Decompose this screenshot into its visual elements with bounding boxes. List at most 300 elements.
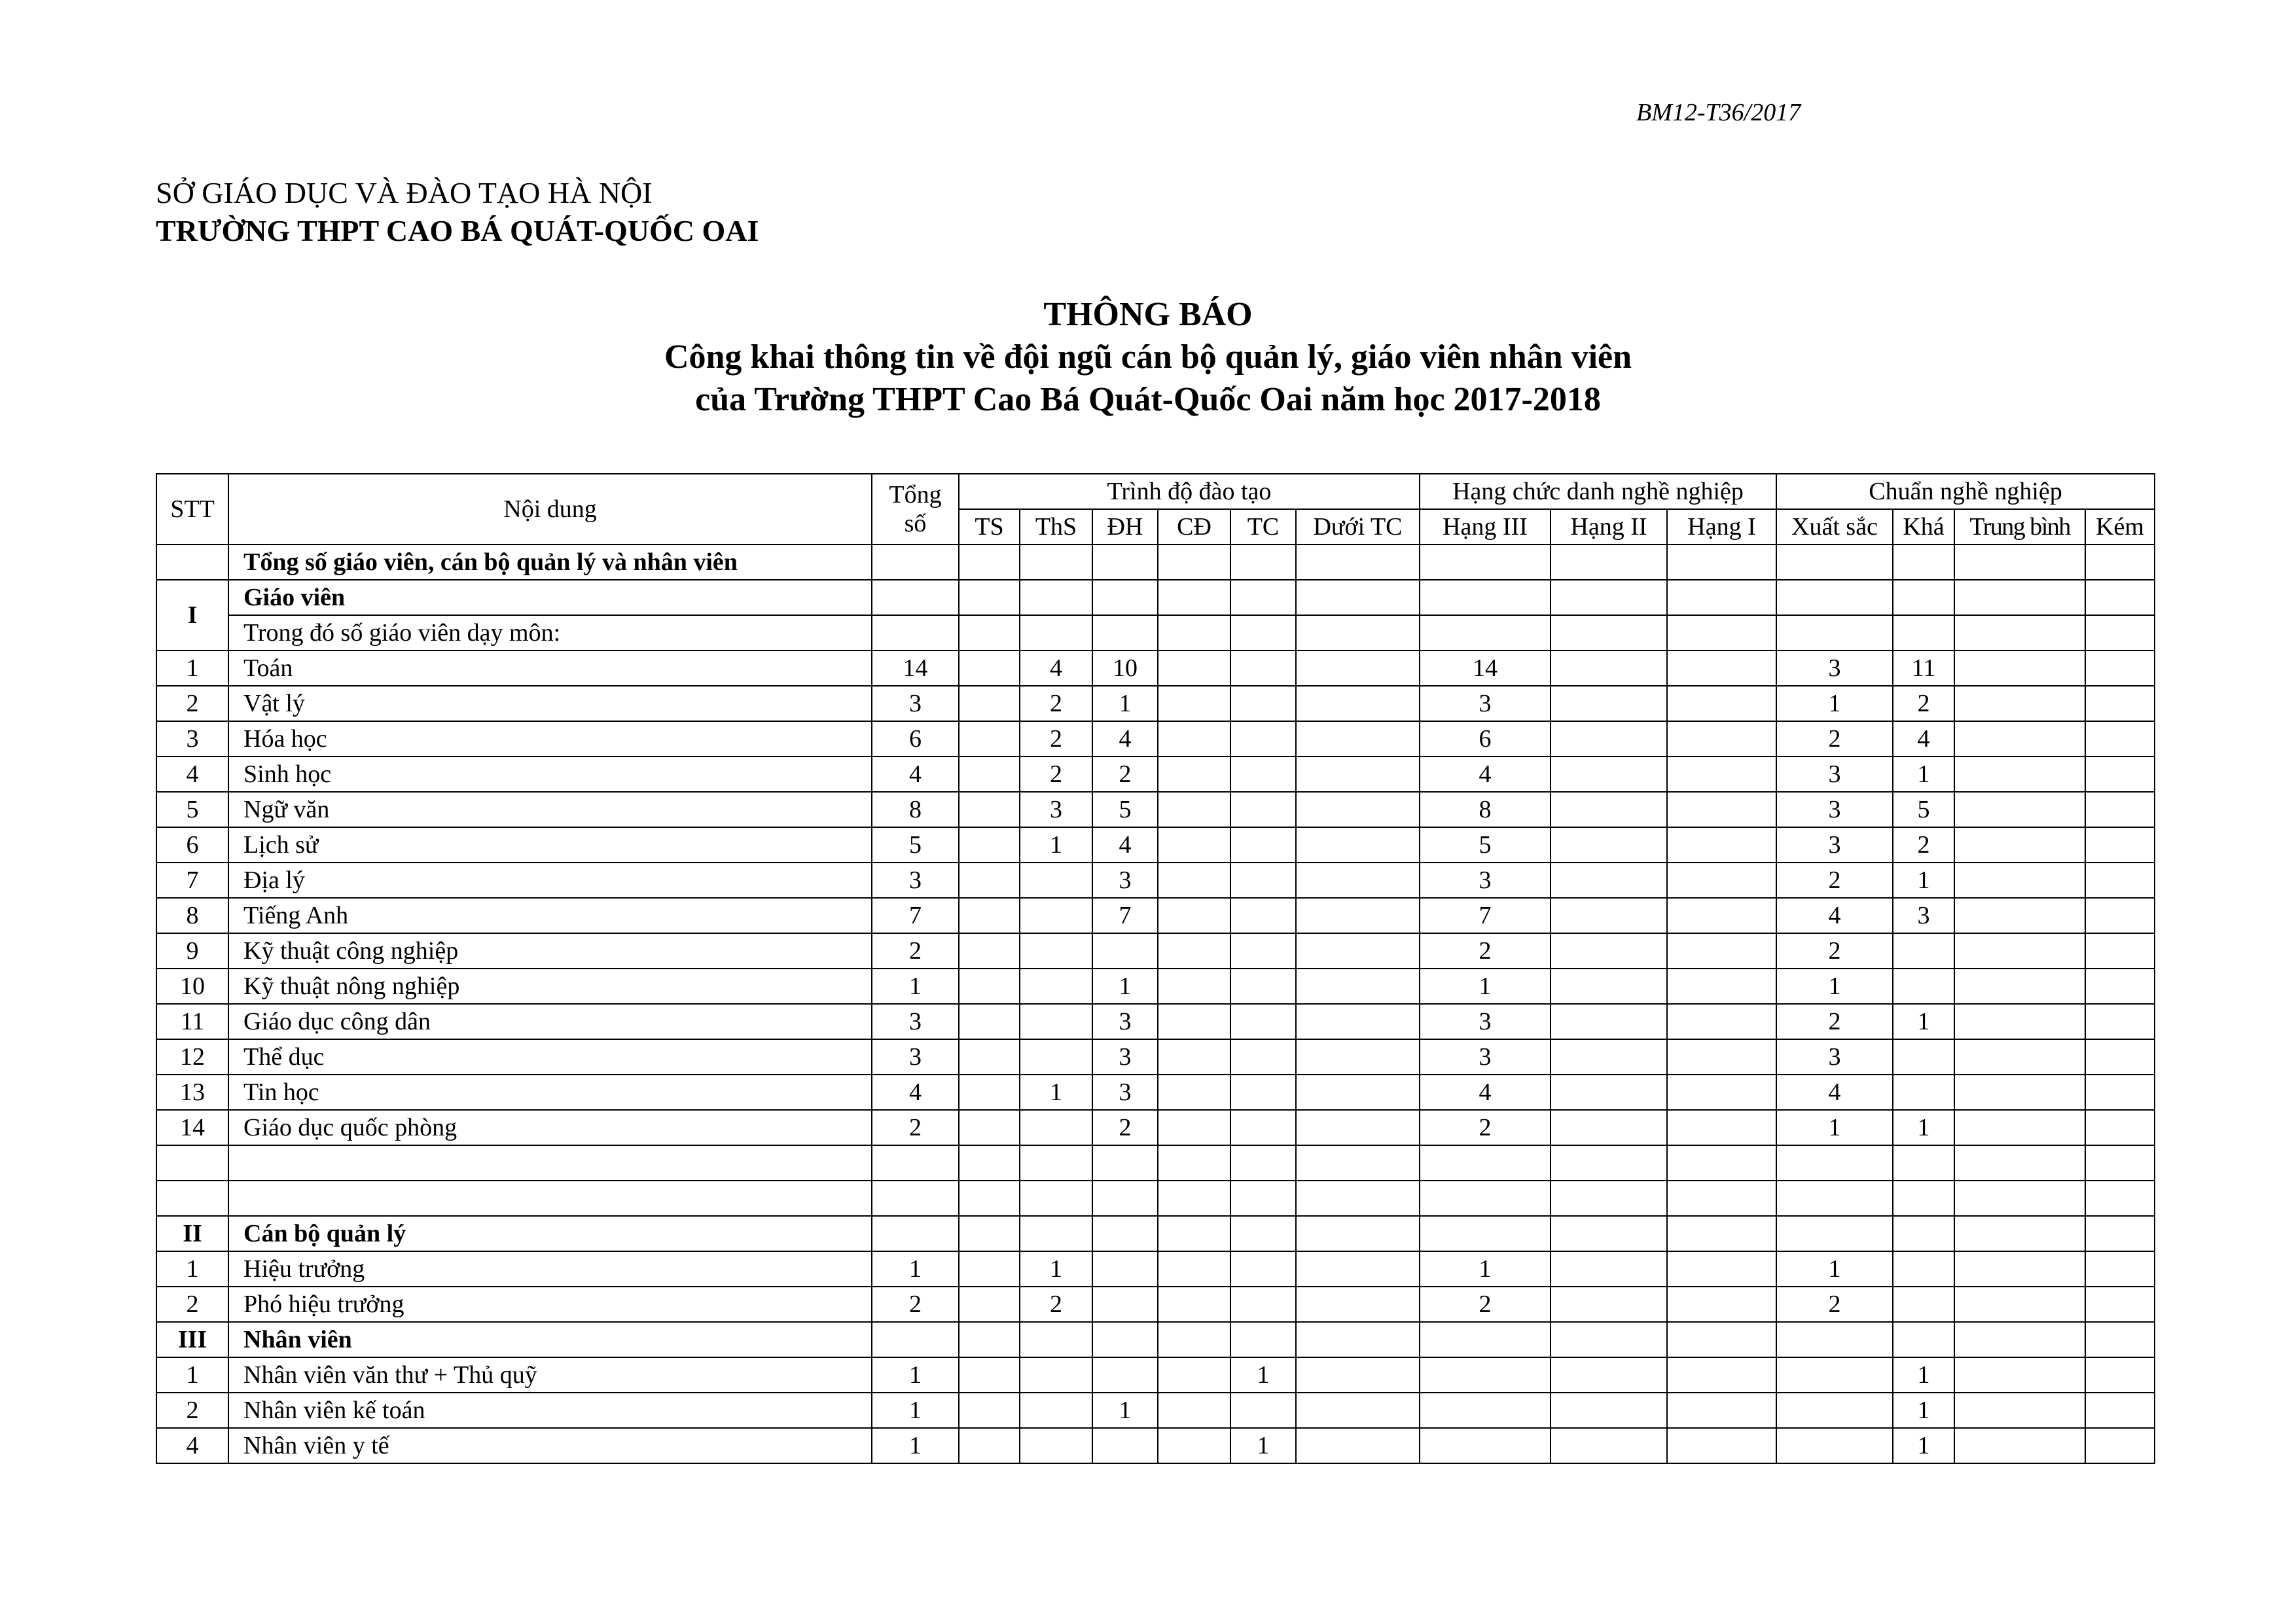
row-value <box>1020 898 1092 933</box>
row-value: 3 <box>1092 863 1158 898</box>
row-value <box>1158 1145 1230 1181</box>
row-label: Hóa học <box>228 721 872 757</box>
empty-cell <box>959 1322 1020 1357</box>
empty-cell <box>1893 1322 1954 1357</box>
empty-cell <box>1230 580 1296 615</box>
header-training-group: Trình độ đào tạo <box>959 474 1420 509</box>
row-number <box>156 1145 228 1181</box>
header-training-3: CĐ <box>1158 509 1230 544</box>
header-standard-1: Khá <box>1893 509 1954 544</box>
row-value <box>1230 969 1296 1004</box>
empty-cell <box>1296 580 1420 615</box>
total-row <box>156 544 2155 580</box>
row-value <box>1020 1039 1092 1075</box>
empty-cell <box>1667 544 1776 580</box>
header-standard-0: Xuất sắc <box>1776 509 1893 544</box>
row-value <box>1158 1287 1230 1322</box>
row-value <box>2085 1357 2155 1393</box>
row-value: 4 <box>1420 757 1551 792</box>
empty-cell <box>1296 1322 1420 1357</box>
table-row <box>156 757 2155 792</box>
row-number: 7 <box>156 863 228 898</box>
row-number: 3 <box>156 721 228 757</box>
table-row <box>156 898 2155 933</box>
row-value <box>1954 1393 2085 1428</box>
row-value <box>2085 792 2155 827</box>
header-training-4: TC <box>1230 509 1296 544</box>
row-value <box>1230 933 1296 969</box>
header-training-0: TS <box>959 509 1020 544</box>
row-value <box>1551 651 1667 686</box>
row-value: 1 <box>1893 1110 1954 1145</box>
empty-cell <box>1092 615 1158 651</box>
row-value <box>1296 1393 1420 1428</box>
row-value <box>959 1181 1020 1216</box>
row-value <box>959 1075 1020 1110</box>
row-value <box>1296 721 1420 757</box>
row-value <box>1230 757 1296 792</box>
row-value: 2 <box>1420 1287 1551 1322</box>
school-name: TRƯỜNG THPT CAO BÁ QUÁT-QUỐC OAI <box>156 214 759 247</box>
empty-cell <box>1893 1216 1954 1251</box>
empty-cell <box>1020 544 1092 580</box>
row-value <box>1296 863 1420 898</box>
row-number: 8 <box>156 898 228 933</box>
row-value <box>959 1251 1020 1287</box>
row-value <box>1551 969 1667 1004</box>
row-value <box>1158 863 1230 898</box>
row-value <box>1667 721 1776 757</box>
row-value: 2 <box>1776 1004 1893 1039</box>
row-value <box>1158 1075 1230 1110</box>
row-value: 3 <box>1420 863 1551 898</box>
row-value <box>1420 1357 1551 1393</box>
header-rank-0: Hạng III <box>1420 509 1551 544</box>
row-value: 1 <box>872 1428 959 1463</box>
row-value <box>1551 863 1667 898</box>
row-value <box>1230 1251 1296 1287</box>
row-value: 1 <box>872 1251 959 1287</box>
table-row <box>156 1145 2155 1181</box>
row-value <box>1296 1039 1420 1075</box>
row-value: 14 <box>872 651 959 686</box>
row-value <box>1954 898 2085 933</box>
row-value <box>1158 1004 1230 1039</box>
row-value <box>1296 757 1420 792</box>
empty-cell <box>1551 1216 1667 1251</box>
row-value <box>1551 1145 1667 1181</box>
row-value <box>1551 1357 1667 1393</box>
row-value <box>1954 1251 2085 1287</box>
row-value <box>2085 1145 2155 1181</box>
table-row <box>156 651 2155 686</box>
row-value <box>1551 1039 1667 1075</box>
row-value: 1 <box>1020 1251 1092 1287</box>
row-value <box>1020 1004 1092 1039</box>
row-value <box>1092 1428 1158 1463</box>
row-value: 5 <box>1092 792 1158 827</box>
row-value <box>1092 933 1158 969</box>
row-value <box>1954 686 2085 721</box>
row-value <box>1667 792 1776 827</box>
row-value <box>1667 898 1776 933</box>
row-value <box>2085 1428 2155 1463</box>
empty-cell <box>2085 615 2155 651</box>
empty-cell <box>1893 580 1954 615</box>
row-value: 4 <box>1776 1075 1893 1110</box>
row-value: 4 <box>872 757 959 792</box>
row-value: 8 <box>1420 792 1551 827</box>
header-standard-2: Trung bình <box>1954 509 2085 544</box>
row-value <box>2085 686 2155 721</box>
empty-cell <box>872 1322 959 1357</box>
row-value <box>959 721 1020 757</box>
row-value <box>1893 1145 1954 1181</box>
row-label: Tin học <box>228 1075 872 1110</box>
row-number: 2 <box>156 686 228 721</box>
row-value: 3 <box>872 686 959 721</box>
row-value: 4 <box>1020 651 1092 686</box>
row-value: 4 <box>1893 721 1954 757</box>
row-value <box>2085 827 2155 863</box>
empty-cell <box>1230 615 1296 651</box>
empty-cell <box>959 1216 1020 1251</box>
row-value <box>959 1428 1020 1463</box>
row-value: 3 <box>872 1039 959 1075</box>
row-value: 3 <box>1420 686 1551 721</box>
row-value: 2 <box>872 933 959 969</box>
row-value <box>1954 721 2085 757</box>
row-value: 1 <box>1092 969 1158 1004</box>
row-value <box>1420 1428 1551 1463</box>
row-value <box>1230 827 1296 863</box>
row-value <box>1158 1181 1230 1216</box>
row-number <box>156 1181 228 1216</box>
title-line-2: của Trường THPT Cao Bá Quát-Quốc Oai năm học 2017-2018 <box>695 381 1601 418</box>
row-value <box>1296 1004 1420 1039</box>
row-number: 5 <box>156 792 228 827</box>
row-value <box>2085 721 2155 757</box>
row-value: 7 <box>872 898 959 933</box>
row-value <box>1296 1075 1420 1110</box>
row-value <box>1954 1004 2085 1039</box>
row-value <box>1092 1357 1158 1393</box>
row-value: 1 <box>1893 1428 1954 1463</box>
row-value <box>2085 1251 2155 1287</box>
row-value <box>1158 969 1230 1004</box>
row-value: 1 <box>1420 969 1551 1004</box>
table-row <box>156 1181 2155 1216</box>
row-value <box>1296 1145 1420 1181</box>
row-label: Kỹ thuật công nghiệp <box>228 933 872 969</box>
row-value <box>1776 1145 1893 1181</box>
empty-cell <box>1230 1322 1296 1357</box>
empty-cell <box>1420 1216 1551 1251</box>
row-label: Kỹ thuật nông nghiệp <box>228 969 872 1004</box>
row-value <box>1667 969 1776 1004</box>
empty-cell <box>1230 1216 1296 1251</box>
row-value <box>1893 1181 1954 1216</box>
empty-cell <box>1893 544 1954 580</box>
row-value <box>872 1181 959 1216</box>
row-value: 4 <box>1420 1075 1551 1110</box>
empty-cell <box>2085 1322 2155 1357</box>
empty-cell <box>1296 615 1420 651</box>
row-value <box>1667 1287 1776 1322</box>
empty-cell <box>1020 1322 1092 1357</box>
table-row <box>156 721 2155 757</box>
section3-title: Nhân viên <box>228 1322 872 1357</box>
row-value <box>1954 1428 2085 1463</box>
row-value: 14 <box>1420 651 1551 686</box>
row-value <box>1296 969 1420 1004</box>
section1-heading-row <box>156 580 2155 615</box>
row-value <box>959 863 1020 898</box>
title-line-1: Công khai thông tin về đội ngũ cán bộ quản lý, giáo viên nhân viên <box>664 338 1632 376</box>
empty-cell <box>2085 544 2155 580</box>
row-value <box>959 933 1020 969</box>
table-row <box>156 969 2155 1004</box>
header-rank-1: Hạng II <box>1551 509 1667 544</box>
row-value: 2 <box>1776 1287 1893 1322</box>
row-value <box>1667 1181 1776 1216</box>
empty-cell <box>1776 580 1893 615</box>
staff-table <box>156 473 2155 1464</box>
row-value <box>1954 1110 2085 1145</box>
empty-cell <box>1954 544 2085 580</box>
row-label <box>228 1181 872 1216</box>
row-value <box>1551 721 1667 757</box>
row-value <box>1551 1004 1667 1039</box>
row-value <box>1954 1181 2085 1216</box>
row-value <box>1667 1145 1776 1181</box>
row-value: 2 <box>1020 757 1092 792</box>
row-value <box>1954 1145 2085 1181</box>
table-row <box>156 1357 2155 1393</box>
row-value <box>1893 1287 1954 1322</box>
row-value <box>1230 1287 1296 1322</box>
row-value <box>2085 969 2155 1004</box>
header-standard-3: Kém <box>2085 509 2155 544</box>
row-number: 1 <box>156 651 228 686</box>
row-number: 9 <box>156 933 228 969</box>
row-value: 3 <box>1020 792 1092 827</box>
table-row <box>156 792 2155 827</box>
row-value <box>959 792 1020 827</box>
row-number: 2 <box>156 1393 228 1428</box>
row-value: 1 <box>1230 1428 1296 1463</box>
row-value: 3 <box>1092 1039 1158 1075</box>
table-row <box>156 686 2155 721</box>
row-label: Địa lý <box>228 863 872 898</box>
section3-heading-row <box>156 1322 2155 1357</box>
row-value: 7 <box>1092 898 1158 933</box>
row-value: 1 <box>872 1393 959 1428</box>
empty-cell <box>1158 1322 1230 1357</box>
empty-cell <box>1020 580 1092 615</box>
header-rank-2: Hạng I <box>1667 509 1776 544</box>
row-value <box>2085 1039 2155 1075</box>
row-value <box>1092 1287 1158 1322</box>
row-number: 14 <box>156 1110 228 1145</box>
row-value: 3 <box>1776 757 1893 792</box>
row-value <box>1092 1181 1158 1216</box>
row-value <box>2085 863 2155 898</box>
header-total: Tổng số <box>872 474 959 544</box>
table-row <box>156 1393 2155 1428</box>
row-value <box>1296 1110 1420 1145</box>
row-value <box>1158 1110 1230 1145</box>
row-value: 2 <box>1020 721 1092 757</box>
row-value <box>1296 651 1420 686</box>
row-number: 2 <box>156 1287 228 1322</box>
row-value <box>1158 1039 1230 1075</box>
empty-cell <box>2085 580 2155 615</box>
empty-cell <box>959 544 1020 580</box>
table-row <box>156 1287 2155 1322</box>
row-value: 2 <box>872 1287 959 1322</box>
row-label: Giáo dục công dân <box>228 1004 872 1039</box>
row-value: 2 <box>1420 933 1551 969</box>
row-value <box>1296 1181 1420 1216</box>
row-value: 1 <box>1776 1251 1893 1287</box>
row-number: 1 <box>156 1251 228 1287</box>
row-value: 4 <box>1092 721 1158 757</box>
row-value: 2 <box>1776 933 1893 969</box>
row-value: 1 <box>1893 863 1954 898</box>
row-number: 4 <box>156 757 228 792</box>
row-value: 4 <box>1776 898 1893 933</box>
table-row <box>156 1110 2155 1145</box>
row-value: 3 <box>1893 898 1954 933</box>
section2-roman: II <box>156 1216 228 1251</box>
empty-cell <box>2085 1216 2155 1251</box>
empty-cell <box>872 615 959 651</box>
section1-roman: I <box>156 580 228 651</box>
row-value <box>1296 1357 1420 1393</box>
row-value: 3 <box>1420 1039 1551 1075</box>
row-value <box>1551 757 1667 792</box>
row-value <box>1667 863 1776 898</box>
row-value: 5 <box>1420 827 1551 863</box>
table-row <box>156 1251 2155 1287</box>
row-value: 3 <box>872 863 959 898</box>
row-value: 2 <box>1420 1110 1551 1145</box>
row-value: 4 <box>1092 827 1158 863</box>
row-value: 1 <box>1893 757 1954 792</box>
row-number: 6 <box>156 827 228 863</box>
row-value <box>2085 1004 2155 1039</box>
row-label: Thể dục <box>228 1039 872 1075</box>
empty-cell <box>872 580 959 615</box>
row-value <box>1954 1075 2085 1110</box>
row-value: 3 <box>1420 1004 1551 1039</box>
empty-cell <box>959 580 1020 615</box>
row-value <box>959 1110 1020 1145</box>
row-label: Sinh học <box>228 757 872 792</box>
row-value <box>1020 1428 1092 1463</box>
row-value <box>959 1039 1020 1075</box>
empty-cell <box>1158 1216 1230 1251</box>
row-value: 1 <box>1092 1393 1158 1428</box>
row-value <box>1667 686 1776 721</box>
row-value: 1 <box>872 969 959 1004</box>
empty-cell <box>1667 615 1776 651</box>
row-value <box>1296 686 1420 721</box>
row-value: 6 <box>1420 721 1551 757</box>
row-value <box>1296 792 1420 827</box>
row-label: Tiếng Anh <box>228 898 872 933</box>
row-label: Hiệu trưởng <box>228 1251 872 1287</box>
empty-cell <box>959 615 1020 651</box>
row-value <box>1230 721 1296 757</box>
row-value <box>1230 1039 1296 1075</box>
row-value: 7 <box>1420 898 1551 933</box>
row-value <box>959 651 1020 686</box>
empty-cell <box>1776 1322 1893 1357</box>
row-value <box>1158 1393 1230 1428</box>
row-value <box>1158 686 1230 721</box>
row-value <box>1158 1251 1230 1287</box>
row-value: 2 <box>1092 757 1158 792</box>
row-number: 1 <box>156 1357 228 1393</box>
row-value: 2 <box>1893 686 1954 721</box>
row-value <box>1230 686 1296 721</box>
row-value <box>1667 1110 1776 1145</box>
row-value: 3 <box>1776 792 1893 827</box>
row-value: 2 <box>1020 686 1092 721</box>
row-value <box>2085 1110 2155 1145</box>
row-value: 1 <box>1230 1357 1296 1393</box>
section2-title: Cán bộ quản lý <box>228 1216 872 1251</box>
empty-cell <box>1420 615 1551 651</box>
header-stt: STT <box>156 474 228 544</box>
row-number: 10 <box>156 969 228 1004</box>
empty-cell <box>1092 544 1158 580</box>
row-value <box>1954 933 2085 969</box>
empty-cell <box>1667 1322 1776 1357</box>
empty-cell <box>1158 580 1230 615</box>
row-value <box>1296 827 1420 863</box>
table-row <box>156 1428 2155 1463</box>
table-row <box>156 1039 2155 1075</box>
row-value: 1 <box>1893 1393 1954 1428</box>
row-value <box>1230 1393 1296 1428</box>
empty-cell <box>1420 580 1551 615</box>
row-value <box>1667 1357 1776 1393</box>
empty-cell <box>1954 1216 2085 1251</box>
row-value <box>1020 1181 1092 1216</box>
row-value <box>1230 792 1296 827</box>
row-value: 1 <box>1092 686 1158 721</box>
row-value <box>1420 1181 1551 1216</box>
row-value <box>959 757 1020 792</box>
row-value <box>1158 792 1230 827</box>
row-value: 2 <box>1092 1110 1158 1145</box>
row-value: 1 <box>1776 1110 1893 1145</box>
row-value <box>1158 1428 1230 1463</box>
row-number: 12 <box>156 1039 228 1075</box>
header-standard-group: Chuẩn nghề nghiệp <box>1776 474 2155 509</box>
empty-cell <box>1551 580 1667 615</box>
row-value: 3 <box>1092 1004 1158 1039</box>
header-training-5: Dưới TC <box>1296 509 1420 544</box>
empty-cell <box>1420 544 1551 580</box>
header-content: Nội dung <box>228 474 872 544</box>
empty-cell <box>156 544 228 580</box>
row-label <box>228 1145 872 1181</box>
row-value <box>1092 1251 1158 1287</box>
